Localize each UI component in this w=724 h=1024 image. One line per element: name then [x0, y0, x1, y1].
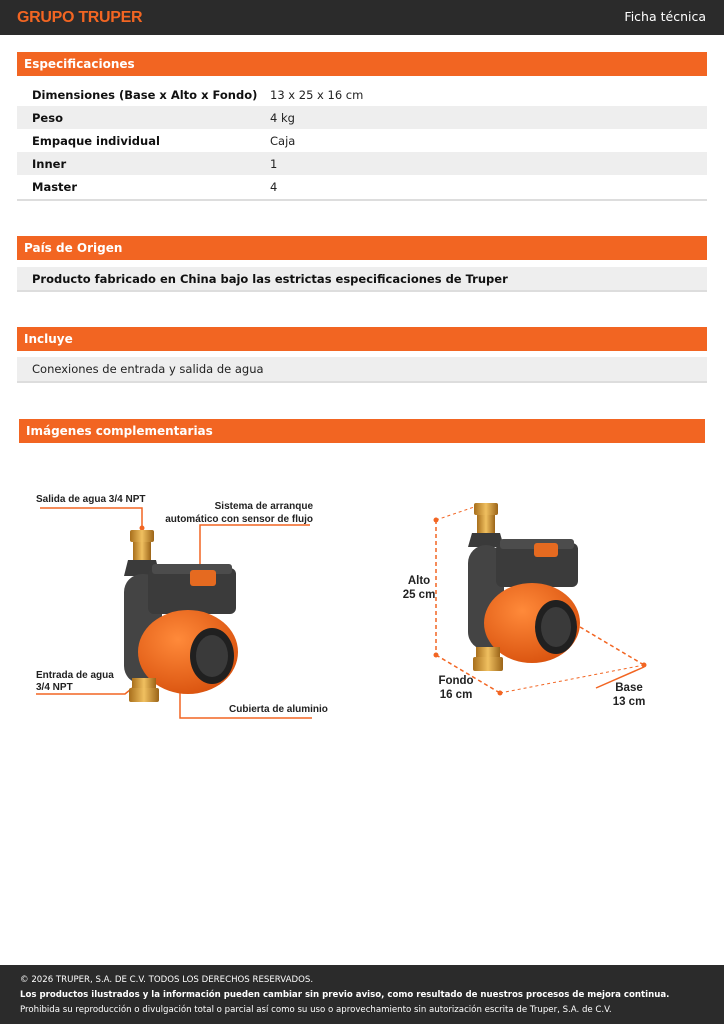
- spec-value: 4: [270, 180, 278, 194]
- includes-divider: [17, 381, 707, 383]
- specs-section-title: Especificaciones: [24, 57, 135, 71]
- images-section-header: [19, 419, 705, 443]
- callout-inlet-line1: Entrada de agua: [36, 670, 114, 681]
- spec-label: Master: [32, 180, 78, 194]
- spec-value: 1: [270, 157, 278, 171]
- origin-divider: [17, 290, 707, 292]
- spec-label: Peso: [32, 111, 63, 125]
- origin-section-header: [17, 236, 707, 260]
- callout-system-line2: automático con sensor de flujo: [165, 514, 313, 525]
- spec-row-dimensions: [17, 83, 707, 106]
- spec-row-master: [17, 175, 707, 198]
- spec-label: Inner: [32, 157, 67, 171]
- spec-row-inner: [17, 152, 707, 175]
- origin-section-title: País de Origen: [24, 241, 123, 255]
- footer: [0, 965, 724, 1024]
- dimension-alto-value: 25 cm: [402, 589, 436, 601]
- dimension-base-label: Base: [615, 682, 643, 694]
- footer-notice: Los productos ilustrados y la información pueden cambiar sin previo aviso, como resultado de nuestros procesos de mejora continua.: [20, 990, 670, 1000]
- callout-cover: Cubierta de aluminio: [229, 704, 328, 715]
- includes-section-header: [17, 327, 707, 351]
- includes-text: Conexiones de entrada y salida de agua: [32, 362, 264, 376]
- spec-value: 4 kg: [270, 111, 295, 125]
- spec-label: Dimensiones (Base x Alto x Fondo): [32, 88, 258, 102]
- spec-value: Caja: [270, 134, 296, 148]
- spec-value: 13 x 25 x 16 cm: [270, 88, 364, 102]
- callout-system-line1: Sistema de arranque: [214, 501, 313, 512]
- callout-inlet-line2: 3/4 NPT: [36, 682, 73, 693]
- spec-label: Empaque individual: [32, 134, 160, 148]
- includes-text-box: [17, 357, 707, 381]
- footer-copyright: © 2026 TRUPER, S.A. DE C.V. TODOS LOS DERECHOS RESERVADOS.: [20, 975, 314, 985]
- dimension-alto-label: Alto: [407, 575, 431, 587]
- top-bar: [0, 0, 724, 35]
- dimension-fondo-label: Fondo: [438, 675, 474, 687]
- includes-section-title: Incluye: [24, 332, 73, 346]
- origin-text: Producto fabricado en China bajo las estrictas especificaciones de Truper: [32, 272, 508, 286]
- spec-row-weight: [17, 106, 707, 129]
- specs-divider: [17, 199, 707, 201]
- specs-section-header: [17, 52, 707, 76]
- document-type: Ficha técnica: [624, 9, 706, 24]
- footer-legal: Prohibida su reproducción o divulgación total o parcial así como su uso o aprovechamiento sin autorización escrita de Truper, S.A. de C.V.: [20, 1005, 612, 1015]
- brand-logo: GRUPO TRUPER: [17, 9, 143, 26]
- dimension-fondo-value: 16 cm: [439, 689, 473, 701]
- callout-outlet: Salida de agua 3/4 NPT: [36, 494, 146, 505]
- origin-text-box: [17, 267, 707, 291]
- images-section-title: Imágenes complementarias: [26, 424, 213, 438]
- spec-row-packaging: [17, 129, 707, 152]
- dimension-base-value: 13 cm: [612, 696, 646, 708]
